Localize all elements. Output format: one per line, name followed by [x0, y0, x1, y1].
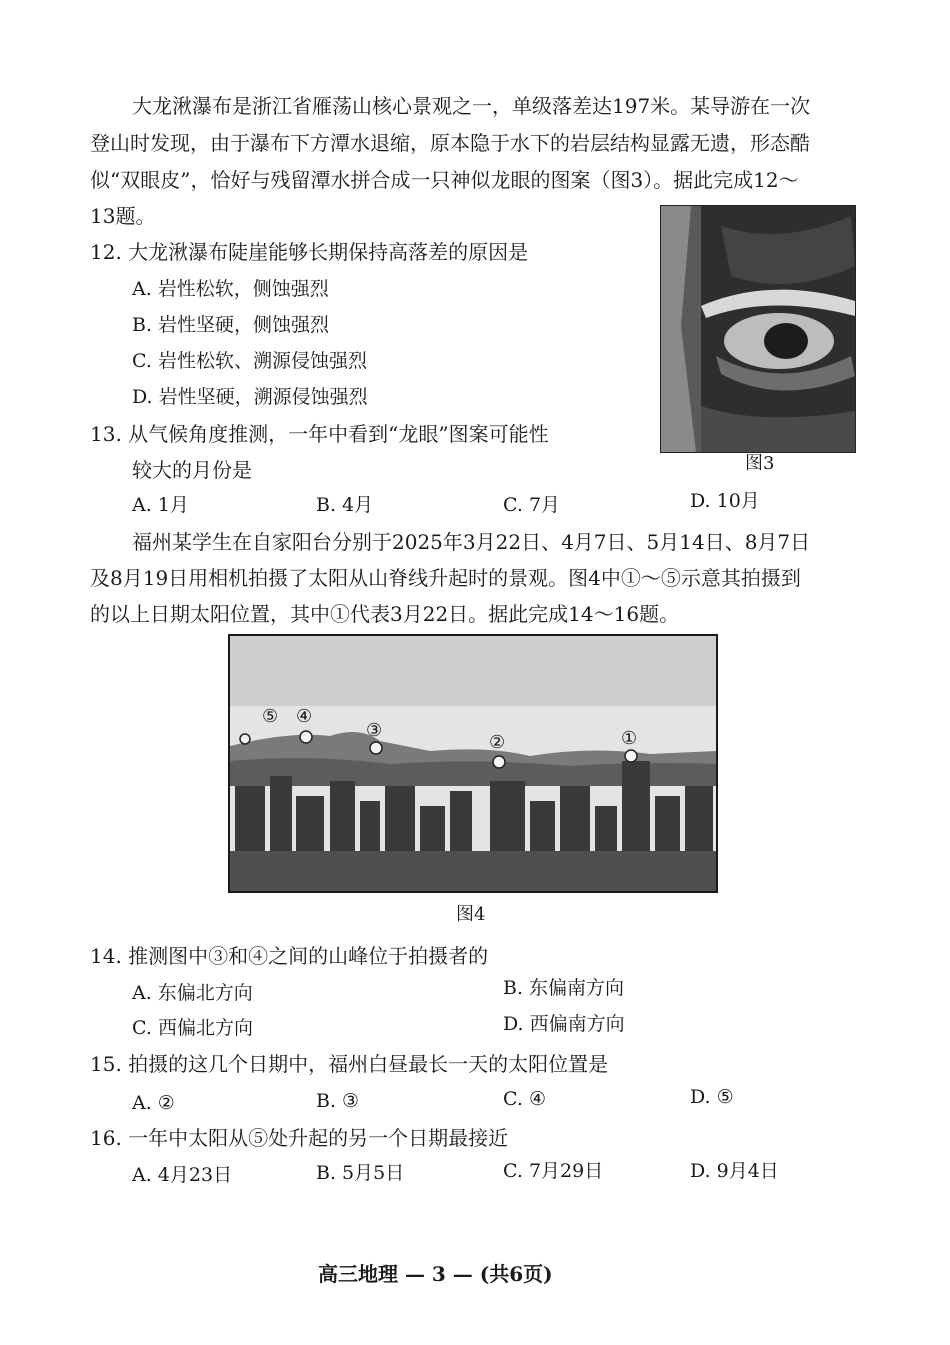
- question-16-stem: 16. 一年中太阳从⑤处升起的另一个日期最接近: [90, 1126, 509, 1150]
- question-14-option-b: B. 东偏南方向: [503, 977, 625, 999]
- question-16-option-c: C. 7月29日: [503, 1160, 604, 1182]
- sun-position-5: [240, 734, 250, 744]
- question-15-option-a: A. ②: [132, 1092, 175, 1114]
- passage1-line-3: 似“双眼皮”，恰好与残留潭水拼合成一只神似龙眼的图案（图3）。据此完成12～: [90, 168, 799, 192]
- question-15-option-c: C. ④: [503, 1088, 546, 1110]
- figure-3-caption: 图3: [745, 453, 775, 474]
- passage1-line-4: 13题。: [90, 204, 156, 228]
- question-16-option-b: B. 5月5日: [316, 1162, 405, 1184]
- question-13-option-a: A. 1月: [132, 494, 189, 516]
- marker-label-2: ②: [489, 732, 506, 753]
- question-16-option-d: D. 9月4日: [690, 1160, 779, 1182]
- dragon-eye-illustration: [661, 206, 855, 452]
- question-12-stem: 12. 大龙湫瀑布陡崖能够长期保持高落差的原因是: [90, 240, 529, 264]
- figure-4-caption: 图4: [456, 904, 486, 925]
- passage2-line-3: 的以上日期太阳位置，其中①代表3月22日。据此完成14～16题。: [90, 602, 680, 626]
- question-13-option-d: D. 10月: [690, 490, 760, 512]
- sun-position-3: [370, 742, 382, 754]
- question-14-option-a: A. 东偏北方向: [132, 982, 253, 1004]
- page-footer: 高三地理 — 3 — (共6页): [318, 1262, 553, 1286]
- sun-position-2: [493, 756, 505, 768]
- question-12-option-c: C. 岩性松软、溯源侵蚀强烈: [132, 350, 367, 372]
- question-13-option-b: B. 4月: [316, 494, 374, 516]
- marker-label-1: ①: [621, 728, 638, 749]
- figure-3-dragon-eye-photo: [660, 205, 856, 453]
- marker-label-5: ⑤: [262, 706, 279, 727]
- passage2-line-2: 及8月19日用相机拍摄了太阳从山脊线升起时的景观。图4中①～⑤示意其拍摄到: [90, 566, 801, 590]
- question-12-option-d: D. 岩性坚硬，溯源侵蚀强烈: [132, 386, 368, 408]
- question-15-stem: 15. 拍摄的这几个日期中，福州白昼最长一天的太阳位置是: [90, 1052, 609, 1076]
- question-13-stem-line-1: 13. 从气候角度推测，一年中看到“龙眼”图案可能性: [90, 422, 549, 446]
- question-15-option-d: D. ⑤: [690, 1086, 734, 1108]
- sun-position-1: [625, 750, 637, 762]
- sun-position-4: [300, 731, 312, 743]
- question-15-option-b: B. ③: [316, 1090, 360, 1112]
- question-14-option-d: D. 西偏南方向: [503, 1013, 625, 1035]
- question-13-option-c: C. 7月: [503, 494, 561, 516]
- passage2-line-1: 福州某学生在自家阳台分别于2025年3月22日、4月7日、5月14日、8月7日: [132, 530, 811, 554]
- question-14-stem: 14. 推测图中③和④之间的山峰位于拍摄者的: [90, 944, 489, 968]
- marker-label-4: ④: [296, 706, 313, 727]
- question-14-option-c: C. 西偏北方向: [132, 1017, 253, 1039]
- figure-4-sunrise-photo: [228, 634, 718, 893]
- question-12-option-a: A. 岩性松软，侧蚀强烈: [132, 278, 329, 300]
- question-16-option-a: A. 4月23日: [132, 1164, 233, 1186]
- marker-label-3: ③: [366, 720, 383, 741]
- sunrise-skyline-illustration: [230, 636, 716, 891]
- question-12-option-b: B. 岩性坚硬，侧蚀强烈: [132, 314, 330, 336]
- question-13-stem-line-2: 较大的月份是: [132, 458, 252, 482]
- passage1-line-2: 登山时发现，由于瀑布下方潭水退缩，原本隐于水下的岩层结构显露无遗，形态酷: [90, 131, 810, 155]
- passage1-line-1: 大龙湫瀑布是浙江省雁荡山核心景观之一，单级落差达197米。某导游在一次: [132, 94, 811, 118]
